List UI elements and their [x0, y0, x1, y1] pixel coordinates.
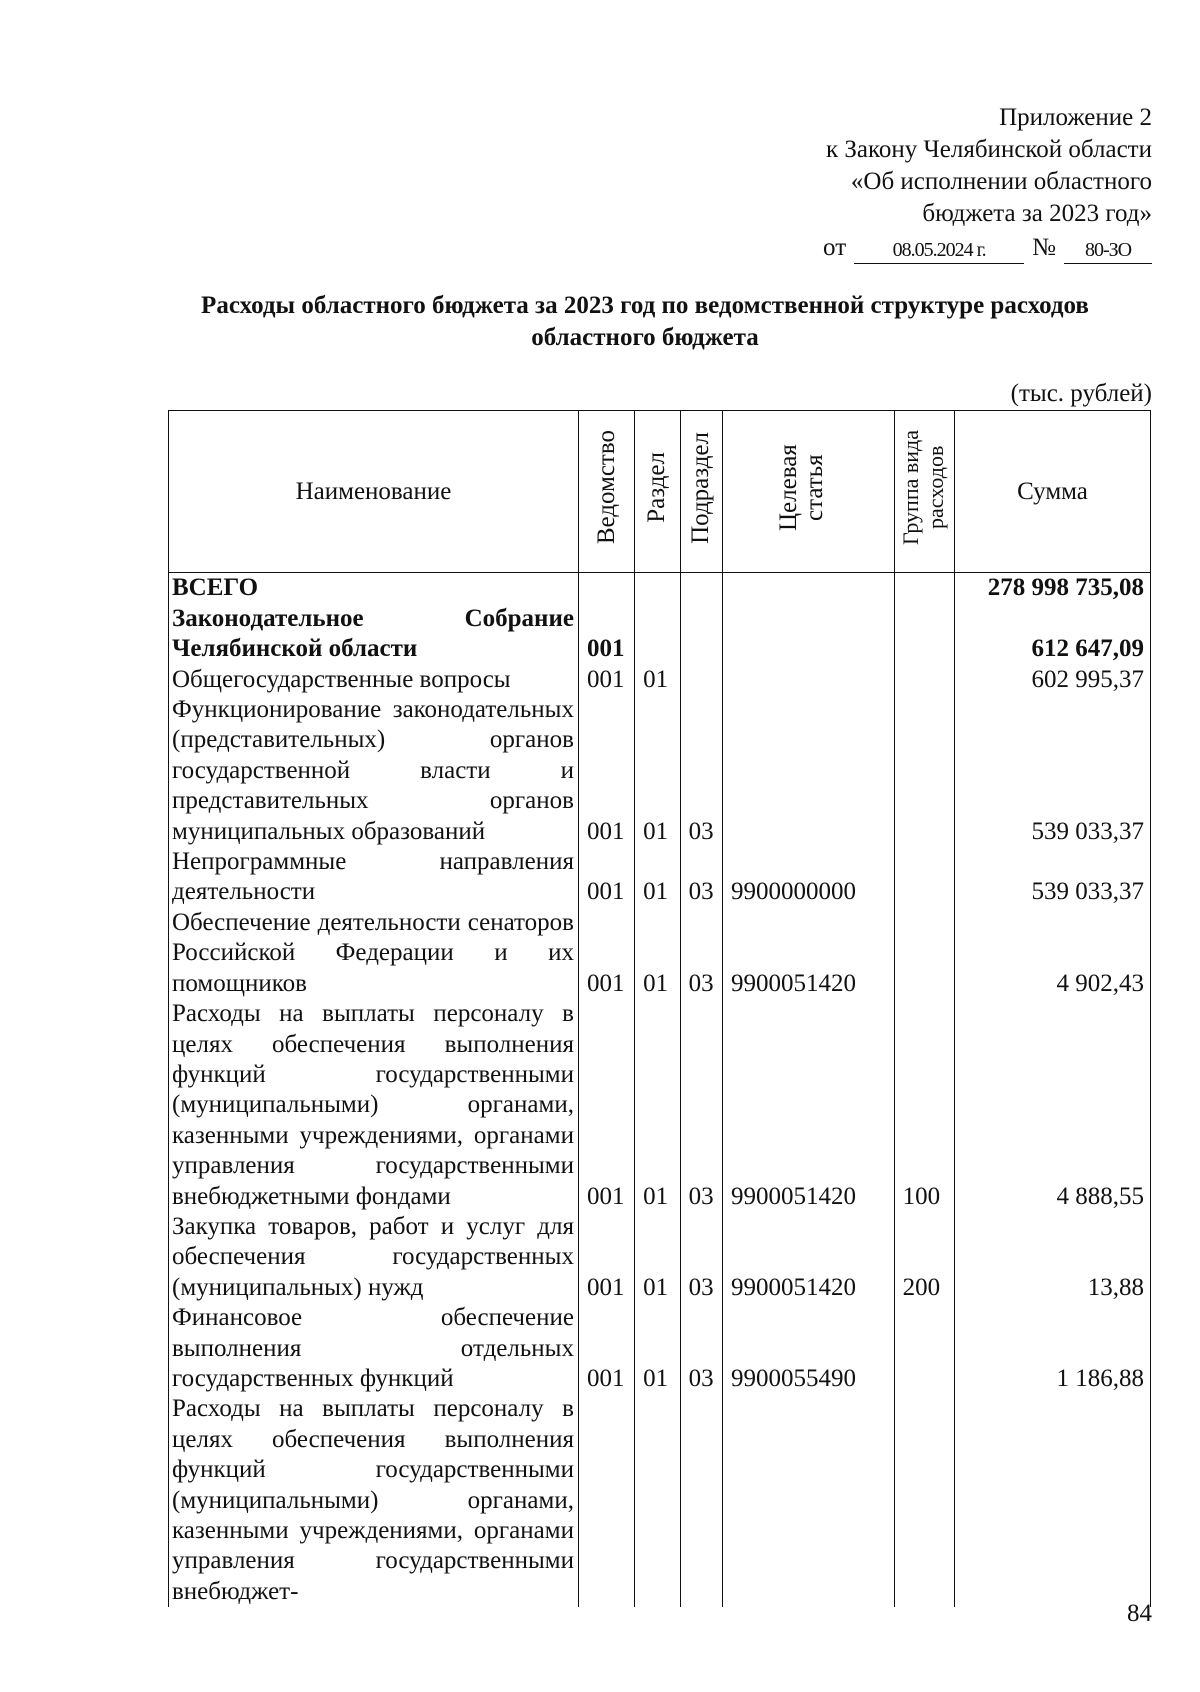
cell-target	[723, 665, 895, 695]
header-subsection: Подраздел	[680, 411, 722, 573]
header-target: Целевая статья	[723, 411, 895, 573]
cell-group	[894, 847, 954, 908]
cell-section	[635, 1394, 681, 1607]
cell-subsection: 03	[680, 999, 722, 1212]
cell-sum: 1 186,88	[954, 1303, 1150, 1394]
cell-group	[894, 604, 954, 665]
cell-dept: 001	[578, 695, 634, 847]
cell-dept	[578, 1394, 634, 1607]
cell-target	[723, 1394, 895, 1607]
cell-name: Закупка товаров, работ и услуг для обеспечения государственных (муниципальных) нужд	[169, 1212, 579, 1303]
table-row	[169, 604, 1151, 665]
cell-sum: 278 998 735,08	[954, 573, 1150, 604]
cell-name: Функционирование законодательных (представительных) органов государственной власти и представительных органов муниципальных образований	[169, 695, 579, 847]
cell-name: Расходы на выплаты персоналу в целях обеспечения выполнения функций государственными (муниципальными) органами, казенными учреждениями, органами управления государственными внебюджет-	[169, 1394, 579, 1607]
date-prefix: от	[823, 234, 847, 261]
cell-dept: 001	[578, 999, 634, 1212]
table-row	[169, 847, 1151, 908]
cell-subsection: 03	[680, 695, 722, 847]
cell-subsection: 03	[680, 1303, 722, 1394]
page-number: 84	[1127, 1600, 1152, 1627]
appendix-line: Приложение 2	[999, 104, 1152, 131]
cell-sum: 602 995,37	[954, 665, 1150, 695]
cell-sum: 4 902,43	[954, 908, 1150, 999]
cell-group	[894, 573, 954, 604]
cell-group	[894, 695, 954, 847]
cell-name: Финансовое обеспечение выполнения отдельных государственных функций	[169, 1303, 579, 1394]
cell-sum: 13,88	[954, 1212, 1150, 1303]
law-date: 08.05.2024 г.	[854, 237, 1024, 264]
cell-group: 100	[894, 999, 954, 1212]
cell-subsection	[680, 604, 722, 665]
budget-table	[168, 410, 1151, 1607]
cell-section: 01	[635, 665, 681, 695]
table-row	[169, 1212, 1151, 1303]
cell-group	[894, 1394, 954, 1607]
header-dept: Ведомство	[578, 411, 634, 573]
table-row	[169, 573, 1151, 604]
table-row	[169, 1394, 1151, 1607]
cell-subsection: 03	[680, 847, 722, 908]
header-group: Группа вида расходов	[894, 411, 954, 573]
cell-section: 01	[635, 999, 681, 1212]
cell-subsection: 03	[680, 908, 722, 999]
cell-name: Расходы на выплаты персоналу в целях обеспечения выполнения функций государственными (муниципальными) органами, казенными учреждениями, органами управления государственными внебюджетными фондами	[169, 999, 579, 1212]
units-label: (тыс. рублей)	[1010, 380, 1152, 407]
document-title: Расходы областного бюджета за 2023 год по ведомственной структуре расходов областного бюджета	[201, 292, 1089, 351]
cell-sum: 539 033,37	[954, 695, 1150, 847]
cell-group	[894, 908, 954, 999]
cell-target: 9900000000	[723, 847, 895, 908]
cell-target: 9900051420	[723, 999, 895, 1212]
cell-name: Непрограммные направления деятельности	[169, 847, 579, 908]
cell-subsection: 03	[680, 1212, 722, 1303]
cell-section	[635, 604, 681, 665]
cell-section	[635, 573, 681, 604]
cell-group: 200	[894, 1212, 954, 1303]
appendix-line: бюджета за 2023 год»	[922, 200, 1152, 227]
cell-target	[723, 604, 895, 665]
header-sum: Сумма	[954, 411, 1150, 573]
table-row	[169, 999, 1151, 1212]
appendix-line: к Закону Челябинской области	[826, 136, 1152, 163]
cell-target: 9900051420	[723, 908, 895, 999]
cell-dept: 001	[578, 847, 634, 908]
law-date-line	[823, 232, 1152, 264]
cell-dept: 001	[578, 1212, 634, 1303]
header-name: Наименование	[169, 411, 579, 573]
table-row	[169, 908, 1151, 999]
cell-group	[894, 1303, 954, 1394]
cell-target	[723, 573, 895, 604]
cell-name: Обеспечение деятельности сенаторов Российской Федерации и их помощников	[169, 908, 579, 999]
cell-subsection	[680, 573, 722, 604]
cell-section: 01	[635, 1212, 681, 1303]
cell-sum: 539 033,37	[954, 847, 1150, 908]
cell-section: 01	[635, 1303, 681, 1394]
table-row	[169, 695, 1151, 847]
cell-subsection	[680, 665, 722, 695]
cell-sum: 4 888,55	[954, 999, 1150, 1212]
cell-dept: 001	[578, 665, 634, 695]
table-header-row	[169, 411, 1151, 573]
cell-sum: 612 647,09	[954, 604, 1150, 665]
cell-group	[894, 665, 954, 695]
cell-section: 01	[635, 695, 681, 847]
cell-sum	[954, 1394, 1150, 1607]
cell-section: 01	[635, 847, 681, 908]
cell-section: 01	[635, 908, 681, 999]
law-number: 80-ЗО	[1064, 237, 1152, 264]
appendix-line: «Об исполнении областного	[850, 168, 1152, 195]
cell-name: Законодательное Собрание Челябинской области	[169, 604, 579, 665]
cell-dept: 001	[578, 908, 634, 999]
header-section: Раздел	[635, 411, 681, 573]
cell-name: Общегосударственные вопросы	[169, 665, 579, 695]
appendix-block	[823, 102, 1152, 264]
cell-target: 9900055490	[723, 1303, 895, 1394]
cell-subsection	[680, 1394, 722, 1607]
number-prefix: №	[1032, 234, 1056, 261]
cell-dept	[578, 573, 634, 604]
cell-target	[723, 695, 895, 847]
table-row	[169, 1303, 1151, 1394]
cell-dept: 001	[578, 604, 634, 665]
cell-name: ВСЕГО	[169, 573, 579, 604]
cell-dept: 001	[578, 1303, 634, 1394]
cell-target: 9900051420	[723, 1212, 895, 1303]
table-row	[169, 665, 1151, 695]
